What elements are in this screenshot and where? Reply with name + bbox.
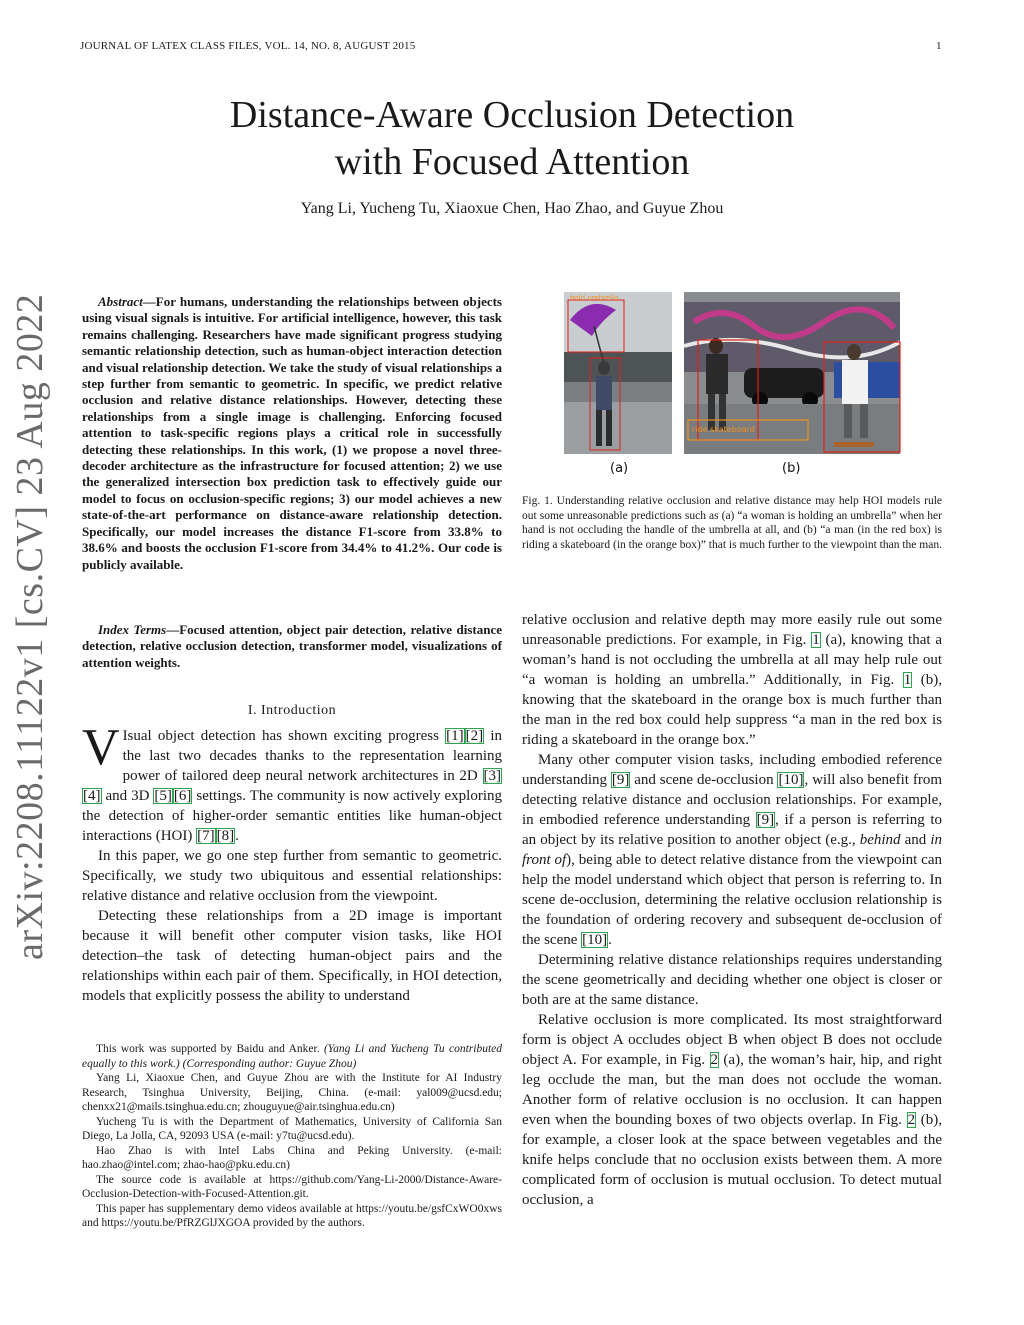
citation-link[interactable]: [10]: [778, 772, 804, 788]
woman-body: [596, 376, 612, 410]
title-line-2: with Focused Attention: [334, 141, 690, 183]
man-far: [706, 354, 728, 394]
figure-caption: Fig. 1. Understanding relative occlusion and relative distance may help HOI models rule out some unreasonable predictions such as (a) “a woman is holding an umbrella” when her hand is not occluding the handle of the umbrella at all, and (b) “a man (in the red box) is riding a skateboard (in the orange box)” that is much further to the viewpoint than the man.: [522, 495, 942, 551]
citation-link[interactable]: [10]: [582, 932, 608, 948]
text-run: relative occlusion and relative depth may more easily rule out some unreasonable predictions. For example, in Fig.: [522, 612, 942, 648]
text-run: This work was supported by Baidu and Anker.: [96, 1043, 324, 1055]
text-run: , will also benefit from detecting relative distance and occlusion relationships. For example, in embodied reference understanding: [522, 772, 943, 828]
figure-link[interactable]: 1: [812, 632, 820, 648]
footnotes: [82, 1042, 502, 1231]
text-run: in front of: [522, 832, 942, 868]
figure-panel-a: [564, 292, 672, 454]
citation-link[interactable]: [9]: [611, 772, 630, 788]
intro-paragraph-3: Detecting these relationships from a 2D image is important because it will benefit other computer vision tasks, like HOI detection–the task of detecting human-object pairs and the relationships within each pair of them. Specifically, in HOI detection, models that explicitly possess the ability to understand: [82, 908, 502, 1004]
text-run: (b), for example, a closer look at the space between vegetables and the knife helps conclude that no occlusion exists between them. A more complicated form of occlusion is mutual occlusion. To detect mutual occlusion, a: [522, 1112, 942, 1208]
citation-link[interactable]: [1]: [446, 728, 464, 744]
section-heading: I. Introduction: [247, 703, 337, 718]
right-paragraph-1: [522, 610, 942, 750]
footnote-funding: [82, 1042, 502, 1071]
text-run: Relative occlusion is more complicated. Its most straightforward form is object A occludes object B when object B does not occlude object A. For example, in Fig.: [522, 1012, 942, 1068]
right-column-text: [522, 610, 942, 1210]
figure-link[interactable]: 1: [903, 672, 912, 688]
box-label-a: hold umbrella: [570, 294, 619, 302]
figure-link[interactable]: 2: [907, 1112, 916, 1128]
citation-link[interactable]: [6]: [173, 788, 192, 804]
citation-link[interactable]: [4]: [83, 788, 101, 804]
box-label-b: ride skateboard: [692, 425, 755, 434]
footnote-videos: This paper has supplementary demo videos available at https://youtu.be/gsfCxWO0xws and https://youtu.be/PfRZGlJXGOA provided by the authors.: [82, 1202, 502, 1229]
introduction-text: [82, 719, 503, 1006]
citation-link[interactable]: [2]: [465, 728, 484, 744]
photo-a-ground: [564, 402, 672, 454]
text-run: (a), knowing that a woman’s hand is not occluding the umbrella at all may help rule out “a woman is holding an umbrella.” Additionally, in Fig.: [522, 632, 942, 688]
woman-head: [598, 361, 610, 375]
citation-link[interactable]: [8]: [216, 828, 235, 844]
text-run: in the last two decades thanks to the representation learning power of tailored deep neural network architectures in 2D: [122, 728, 503, 784]
citation-link[interactable]: [7]: [197, 828, 215, 844]
panel-label-a: (a): [610, 461, 629, 476]
drop-cap: V: [82, 719, 120, 776]
text-run: settings. The community is now actively exploring the detection of higher-order semantic entities like human-object interactions (HOI): [82, 788, 502, 844]
abstract-label: Abstract: [98, 294, 143, 309]
right-paragraph-2: [522, 750, 942, 950]
text-run: (a), the woman’s hair, hip, and right leg occlude the man, but the man does not occlude the woman. Another form of relative occlusion is no occlusion. It can happen even when the bounding boxes of two objects overlap. In Fig.: [522, 1052, 942, 1128]
text-run: ), being able to detect relative distance from the viewpoint can help the model understand which object that person is referring to. In scene de-occlusion, determining the relative occlusion relationship is the foundation of ordering recovery and subsequent de-occlusion of the scene: [522, 852, 942, 948]
panel-label-b: (b): [782, 461, 801, 476]
abstract: [82, 294, 502, 573]
index-terms-label: Index Terms: [98, 622, 167, 637]
text-run: and 3D: [101, 788, 154, 804]
intro-paragraph-1: [82, 719, 503, 846]
text-run: (b), knowing that the skateboard in the orange box is much further than the man in the red box could help suppress “a man in the red box is riding a skateboard in the orange box.”: [522, 672, 942, 748]
citation-link[interactable]: [3]: [483, 768, 501, 784]
man-near: [842, 360, 868, 404]
footnote-affiliation-1: Yang Li, Xiaoxue Chen, and Guyue Zhou are with the Institute for AI Industry Research, Tsinghua University, Beijing, China. (e-mail: yal009@ucsd.edu; chenxx21@mails.tsinghua.edu.cn; zhouguyue@air.tsinghua.edu.cn): [82, 1072, 502, 1113]
arxiv-side-label: arXiv:2208.11122v1 [cs.CV] 23 Aug 2022: [9, 293, 51, 960]
photo-a-trees: [564, 352, 672, 382]
footnote-affiliation-3: Hao Zhao is with Intel Labs China and Peking University. (e-mail: hao.zhao@intel.com; zhao-hao@pku.edu.cn): [82, 1144, 502, 1171]
citation-link[interactable]: [5]: [154, 788, 172, 804]
page-number: 1: [936, 40, 942, 52]
right-paragraph-4: [522, 1010, 942, 1210]
text-run: , if a person is referring to an object by its relative position to another object (e.g.,: [522, 812, 942, 848]
text-run: and scene de-occlusion: [630, 772, 778, 788]
figure-1: [564, 292, 904, 478]
text-run: (Yang Li and Yucheng Tu contributed equally to this work.) (Corresponding author: Guyue Zhou): [82, 1043, 502, 1070]
running-header: JOURNAL OF LATEX CLASS FILES, VOL. 14, NO. 8, AUGUST 2015: [80, 40, 416, 52]
author-list: Yang Li, Yucheng Tu, Xiaoxue Chen, Hao Zhao, and Guyue Zhou: [300, 200, 724, 217]
index-terms-text: —Focused attention, object pair detection, relative distance detection, relative occlusion detection, transformer model, visualizations of attention weights.: [82, 622, 502, 670]
figure-1-images: [564, 292, 904, 478]
footnote-source-code: The source code is available at https://github.com/Yang-Li-2000/Distance-Aware-Occlusion-Detection-with-Focused-Attention.git.: [82, 1173, 502, 1200]
right-paragraph-3: Determining relative distance relationships requires understanding the scene geometrically and deciding whether one object is closer or both are at the same distance.: [522, 952, 942, 1008]
paper-title: [100, 92, 924, 186]
text-run: .: [235, 828, 239, 844]
intro-paragraph-2: In this paper, we go one step further from semantic to geometric. Specifically, we study two ubiquitous and essential relationships: relative distance and relative occlusion from the viewpoint.: [82, 848, 502, 904]
text-run: Isual object detection has shown exciting progress: [122, 728, 446, 744]
text-run: behind: [859, 832, 901, 848]
footnote-affiliation-2: Yucheng Tu is with the Department of Mathematics, University of California San Diego, La Jolla, CA, 92093 USA (e-mail: y7tu@ucsd.edu).: [82, 1115, 502, 1142]
title-line-1: Distance-Aware Occlusion Detection: [229, 94, 795, 136]
text-run: Many other computer vision tasks, including embodied reference understanding: [522, 752, 942, 788]
text-run: and: [900, 832, 931, 848]
text-run: .: [608, 932, 612, 948]
citation-link[interactable]: [9]: [756, 812, 775, 828]
abstract-text: —For humans, understanding the relationships between objects using visual signals is intuitive. For artificial intelligence, however, this task remains challenging. Researchers have made significant progress studying semantic relationship detection, such as human-object interaction detection and visual relationship detection. We take the study of visual relationships a step further from semantic to geometric. In specific, we predict relative occlusion and relative distance relationships. However, detecting these relationships from a single image is challenging. Enforcing focused attention to task-specific regions plays a critical role in successfully detecting these relationships. In this work, (1) we propose a novel three-decoder architecture as the infrastructure for focused attention; 2) we use the generalized intersection box prediction task to effectively guide our model to focus on occlusion-specific regions; 3) our model achieves a new state-of-the-art performance on distance-aware relationship detection. Specifically, our model increases the distance F1-score from 33.8% to 38.6% and boosts the occlusion F1-score from 34.4% to 41.2%. Our code is publicly available.: [82, 294, 502, 572]
figure-link[interactable]: 2: [710, 1052, 719, 1068]
figure-panel-b: [684, 292, 900, 454]
index-terms: [82, 622, 502, 671]
